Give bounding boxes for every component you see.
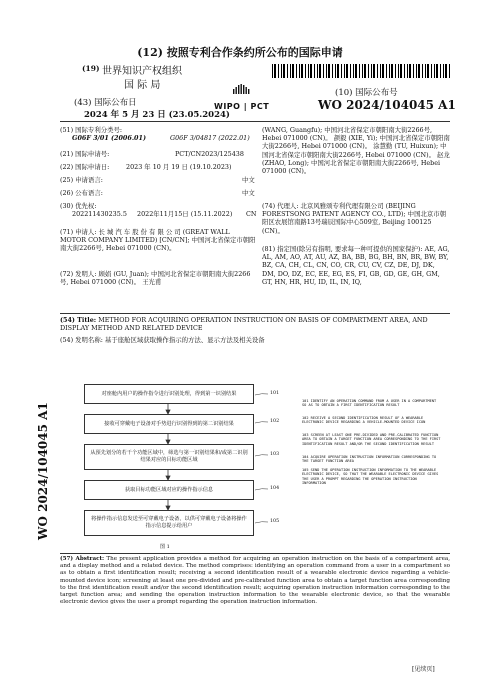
document-title: (12) 按照专利合作条约所公布的国际申请 (137, 46, 343, 59)
figure-caption: 图 1 (160, 544, 170, 550)
abstract-rule (60, 553, 450, 554)
ipc-b: G06F 3/04817 (2022.01) (170, 134, 250, 142)
step-no-101: 101 (270, 391, 280, 396)
pub-no-label: (10) 国际公布号 (335, 88, 398, 98)
pub-date: 2024 年 5 月 23 日 (23.05.2024) (84, 110, 230, 120)
pub-date-label: (43) 国际公布日 (74, 98, 137, 108)
filing-date-label: (22) 国际申请日: (60, 163, 110, 171)
legend-105: 105 SEND THE OPERATION INSTRUCTION INFORMATION TO THE WEARABLE ELECTRONIC DEVICE, SO THAT THE WEARABLE ELECTRONIC DEVICE GIVES THE USER A PROMPT REGARDING THE OPERATION INSTRUCTION INFORMATION (302, 468, 439, 486)
wipo-logo-text: WIPO | PCT (214, 102, 270, 111)
flow-step-105: 将操作指示信息发送至可穿戴电子设备，以供可穿戴电子设备将操作指示信息提示给用户 (84, 510, 254, 536)
priority-label: (30) 优先权: (60, 202, 97, 210)
filing-date: 2023 年 10 月 19 日 (19.10.2023) (126, 163, 232, 171)
filing-lang-label: (25) 申请语言: (60, 176, 103, 184)
designated-states: (81) 指定国(除另有指明, 要求每一种可提供的国家保护): AE, AG, AL, AM, AO, AT, AU, AZ, BA, BB, BG, BH, BN, BR, BW, BY, BZ, CA, CH, CL, CN, CO, CR, CU, CV, CZ, DE, DJ, DK, DM, DO, DZ, EC, EE, EG, ES, FI, GB, GD, GE, GH, GM, GT, HN, HR, HU, ID, IL, IN, IQ, (262, 245, 450, 286)
org-code: (19) (82, 64, 100, 73)
abstract-label: (57) Abstract: (60, 556, 105, 562)
flow-step-104: 获取目标功能区域对应的操作指示信息 (84, 480, 254, 500)
side-pub-no: WO 2024/104045 A1 (36, 402, 50, 540)
applicant: (71) 申请人: 长 城 汽 车 股 份 有 限 公 司 (GREAT WALL MOTOR COMPANY LIMITED) [CN/CN]; 中国河北省保定市朝阳南大街2266号, Hebei 071000 (CN)。 (60, 228, 256, 253)
pub-lang: 中文 (242, 189, 255, 197)
priority-date: 2022年11月15日 (15.11.2022) (137, 210, 233, 218)
flow-step-101: 对座舱内用户的操作指令进行识别处理，得到第一识别结果 (84, 384, 254, 404)
step-no-104: 104 (270, 486, 280, 491)
org-name: 世界知识产权组织 (102, 66, 182, 77)
priority-country: CN (246, 210, 257, 218)
pub-lang-label: (26) 公布语言: (60, 189, 103, 197)
org-subname: 国 际 局 (124, 80, 161, 91)
continuation-note: [见续页] (412, 666, 435, 673)
step-no-102: 102 (270, 419, 280, 424)
legend-101: 101 IDENTIFY AN OPERATION COMMAND FROM A USER IN A COMPARTMENT SO AS TO OBTAIN A FIRST IDENTIFICATION RESULT (302, 399, 437, 408)
inventors-cont: (WANG, Guangfu); 中国河北省保定市朝阳南大街2266号, Hebei 071000 (CN)。 颉毅 (XIE, Yi); 中国河北省保定市朝阳南大街2266号, Hebei 071000 (CN)。 涂慧勤 (TU, Huixun); 中国河北省保定市朝阳南大街2266号, Hebei 071000 (CN)。 赵龙 (ZHAO, Long); 中国河北省保定市朝阳南大街2266号, Hebei 071000 (CN)。 (262, 126, 450, 176)
filing-lang: 中文 (242, 176, 255, 184)
flow-step-102: 接收可穿戴电子设备对手势进行识别得到的第二识别结果 (84, 414, 254, 434)
abstract (60, 556, 450, 606)
title-zh-label: (54) 发明名称: (60, 336, 103, 344)
abstract-text: The present application provides a method for acquiring an operation instruction on the basis of a compartment area, and a display method and a related device. The method comprises: identifying an operation command from a user in a compartment so as to obtain a first identification result; receiving a second identification result of a wearable electronic device regarding a vehicle-mounted device icon; screening at least one pre-divided and pre-calibrated function area to obtain a target function area corresponding to the first identification result and/or the second identification result; acquiring operation instruction information corresponding to the target function area; and sending the operation instruction information to the wearable electronic device, so that the wearable electronic device gives the user a prompt regarding the operation instruction information. (60, 556, 450, 606)
priority-no: 202211430235.5 (72, 210, 127, 218)
ipc-a: G06F 3/01 (2006.01) (72, 134, 146, 142)
legend-103: 103 SCREEN AT LEAST ONE PRE-DIVIDED AND PRE-CALIBRATED FUNCTION AREA TO OBTAIN A TARGET FUNCTION AREA CORRESPONDING TO THE FIRST IDENTIFICATION RESULT AND/OR THE SECOND IDENTIFICATION RESULT (302, 433, 441, 446)
step-no-105: 105 (270, 519, 280, 524)
pub-no: WO 2024/104045 A1 (318, 98, 456, 112)
agent: (74) 代理人: 北京风雅颂专利代理有限公司 (BEIJING FORESTSONG PATENT AGENCY CO., LTD); 中国北京市朝阳区农展馆南路13号瑞辰国际中心509室, Beijing 100125 (CN)。 (262, 202, 447, 235)
flow-step-103: 从预先划分的若干个功能区域中，筛选与第一识别结果和/或第二识别结果对应的目标功能区域 (84, 444, 254, 470)
legend-104: 104 ACQUIRE OPERATION INSTRUCTION INFORMATION CORRESPONDING TO THE TARGET FUNCTION AREA (302, 455, 437, 464)
title-zh-text: 基于座舱区域获取操作指示的方法、显示方法及相关设备 (104, 336, 265, 344)
legend-102: 102 RECEIVE A SECOND IDENTIFICATION RESULT OF A WEARABLE ELECTRONIC DEVICE REGARDING A VEHICLE-MOUNTED DEVICE ICON (302, 416, 426, 425)
ipc-label: (51) 国际专利分类号: (60, 126, 123, 134)
app-no: PCT/CN2023/125438 (175, 150, 244, 158)
inventor: (72) 发明人: 顾娟 (GU, Juan); 中国河北省保定市朝阳南大街2266号, Hebei 071000 (CN)。 王光甫 (60, 270, 251, 287)
step-no-103: 103 (270, 452, 280, 457)
app-no-label: (21) 国际申请号: (60, 150, 110, 158)
title-en-label: (54) Title: (60, 316, 97, 324)
title-en-text: METHOD FOR ACQUIRING OPERATION INSTRUCTION ON BASIS OF COMPARTMENT AREA, AND DISPLAY METHOD AND RELATED DEVICE (60, 316, 428, 333)
